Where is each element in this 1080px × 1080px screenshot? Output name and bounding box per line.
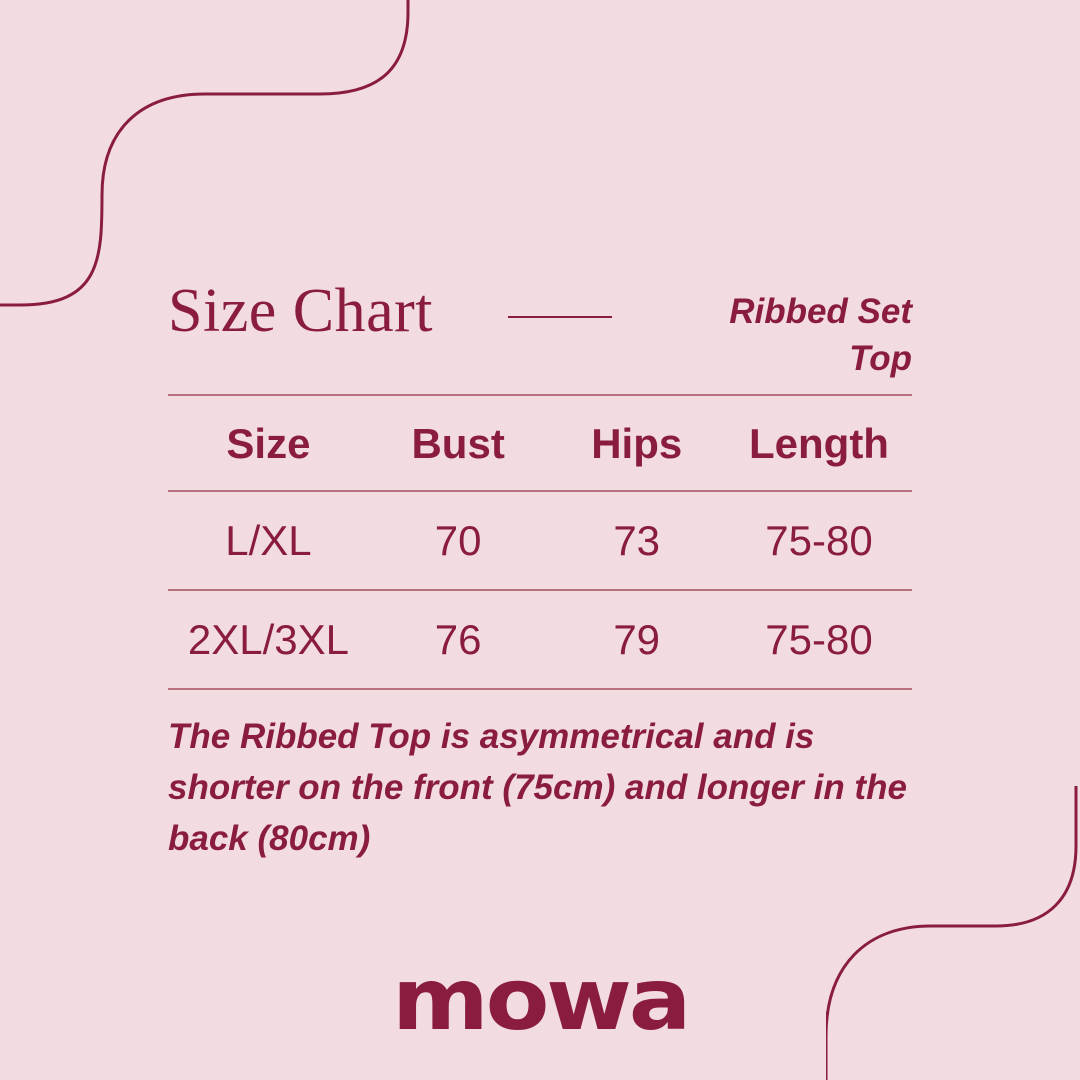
cell-hips: 73 — [547, 491, 726, 590]
column-header-size: Size — [168, 395, 369, 491]
size-chart-content — [168, 268, 912, 864]
page-title: Size Chart — [168, 277, 433, 345]
cell-size: L/XL — [168, 491, 369, 590]
brand-name: mowa — [391, 950, 689, 1050]
cell-bust: 70 — [369, 491, 548, 590]
table-header-row — [168, 395, 912, 491]
brand-logo — [0, 950, 1080, 1050]
cell-length: 75-80 — [726, 491, 912, 590]
column-header-hips: Hips — [547, 395, 726, 491]
table-row — [168, 491, 912, 590]
cell-length: 75-80 — [726, 590, 912, 689]
size-note: The Ribbed Top is asymmetrical and is shorter on the front (75cm) and longer in the back (80cm) — [168, 717, 907, 858]
column-header-bust: Bust — [369, 395, 548, 491]
column-header-length: Length — [726, 395, 912, 491]
product-subtitle: Ribbed Set Top — [729, 292, 912, 379]
size-table — [168, 394, 912, 690]
cell-size: 2XL/3XL — [168, 590, 369, 689]
cell-bust: 76 — [369, 590, 548, 689]
header — [168, 268, 912, 388]
cell-hips: 79 — [547, 590, 726, 689]
title-divider — [508, 316, 612, 318]
table-row — [168, 590, 912, 689]
